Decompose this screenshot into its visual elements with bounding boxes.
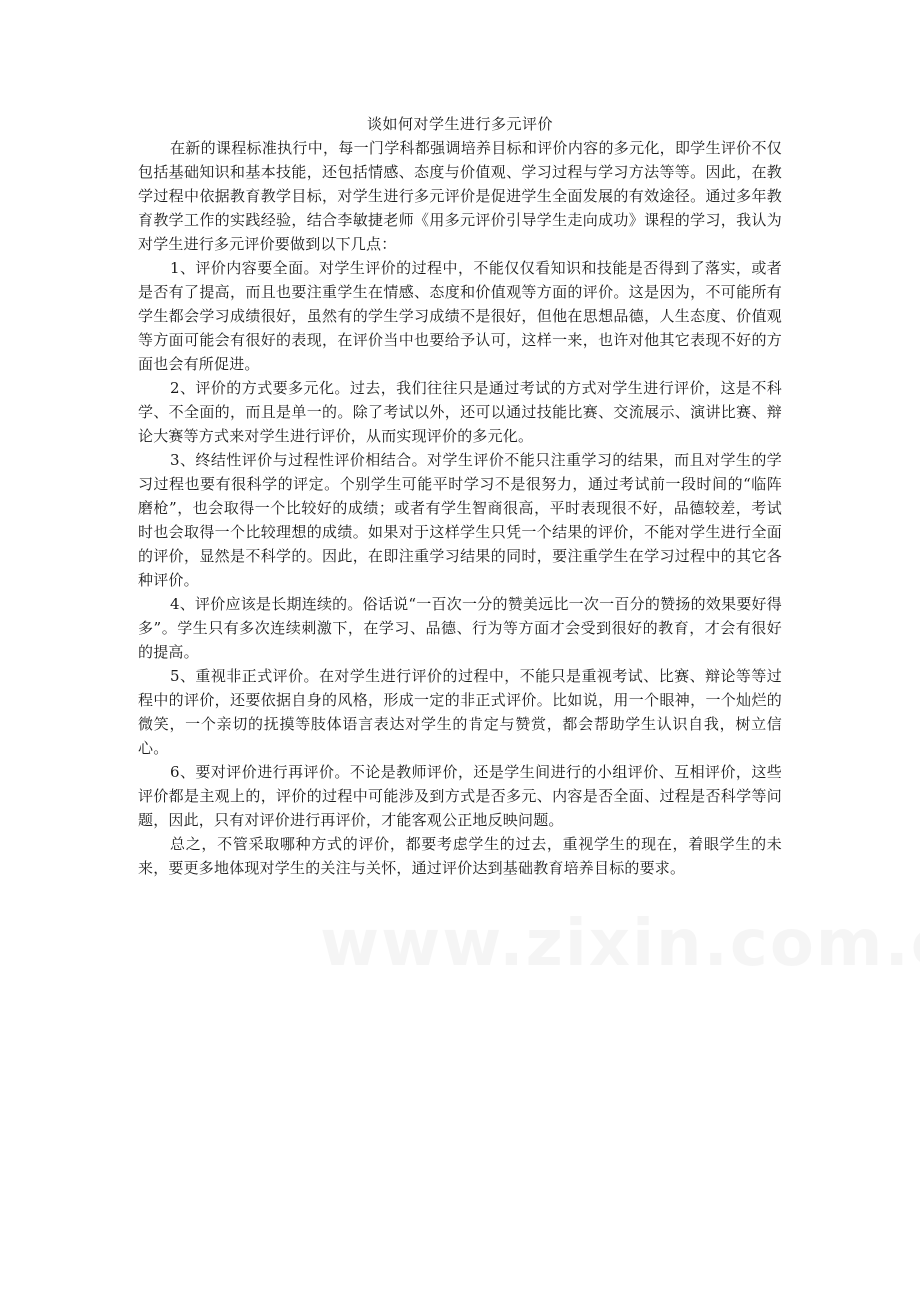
paragraph-point-6: 6、要对评价进行再评价。不论是教师评价，还是学生间进行的小组评价、互相评价，这些评价都是主观上的，评价的过程中可能涉及到方式是否多元、内容是否全面、过程是否科学等问题，因此，只有对评价进行再评价，才能客观公正地反映问题。 (138, 763, 782, 829)
paragraph-point-4: 4、评价应该是长期连续的。俗话说“一百次一分的赞美远比一次一百分的赞扬的效果要好得多”。学生只有多次连续刺激下，在学习、品德、行为等方面才会受到很好的教育，才会有很好的提高。 (138, 595, 782, 661)
document-title: 谈如何对学生进行多元评价 (366, 115, 553, 133)
paragraph-point-3: 3、终结性评价与过程性评价相结合。对学生评价不能只注重学习的结果，而且对学生的学习过程也要有很科学的评定。个别学生可能平时学习不是很努力，通过考试前一段时间的“临阵磨枪”，也会取得一个比较好的成绩；或者有学生智商很高，平时表现很不好，品德较差，考试时也会取得一个比较理想的成绩。如果对于这样学生只凭一个结果的评价，不能对学生进行全面的评价，显然是不科学的。因此，在即注重学习结果的同时，要注重学生在学习过程中的其它各种评价。 (138, 451, 782, 589)
paragraph-point-5: 5、重视非正式评价。在对学生进行评价的过程中，不能只是重视考试、比赛、辩论等等过程中的评价，还要依据自身的风格，形成一定的非正式评价。比如说，用一个眼神，一个灿烂的微笑，一个亲切的抚摸等肢体语言表达对学生的肯定与赞赏，都会帮助学生认识自我，树立信心。 (138, 667, 782, 757)
paragraph-conclusion: 总之，不管采取哪种方式的评价，都要考虑学生的过去，重视学生的现在，着眼学生的未来，要更多地体现对学生的关注与关怀，通过评价达到基础教育培养目标的要求。 (138, 835, 782, 877)
paragraph-point-1: 1、评价内容要全面。对学生评价的过程中，不能仅仅看知识和技能是否得到了落实，或者是否有了提高，而且也要注重学生在情感、态度和价值观等方面的评价。这是因为，不可能所有学生都会学习成绩很好，虽然有的学生学习成绩不是很好，但他在思想品德，人生态度、价值观等方面可能会有很好的表现，在评价当中也要给予认可，这样一来，也许对他其它表现不好的方面也会有所促进。 (138, 259, 782, 373)
paragraph-intro: 在新的课程标准执行中，每一门学科都强调培养目标和评价内容的多元化，即学生评价不仅包括基础知识和基本技能，还包括情感、态度与价值观、学习过程与学习方法等等。因此，在教学过程中依据教育教学目标，对学生进行多元评价是促进学生全面发展的有效途径。通过多年教育教学工作的实践经验，结合李敏捷老师《用多元评价引导学生走向成功》课程的学习，我认为对学生进行多元评价要做到以下几点： (138, 139, 782, 253)
watermark (320, 908, 670, 980)
paragraph-point-2: 2、评价的方式要多元化。过去，我们往往只是通过考试的方式对学生进行评价，这是不科学、不全面的，而且是单一的。除了考试以外，还可以通过技能比赛、交流展示、演讲比赛、辩论大赛等方式来对学生进行评价，从而实现评价的多元化。 (138, 379, 782, 445)
document-body (138, 112, 782, 880)
